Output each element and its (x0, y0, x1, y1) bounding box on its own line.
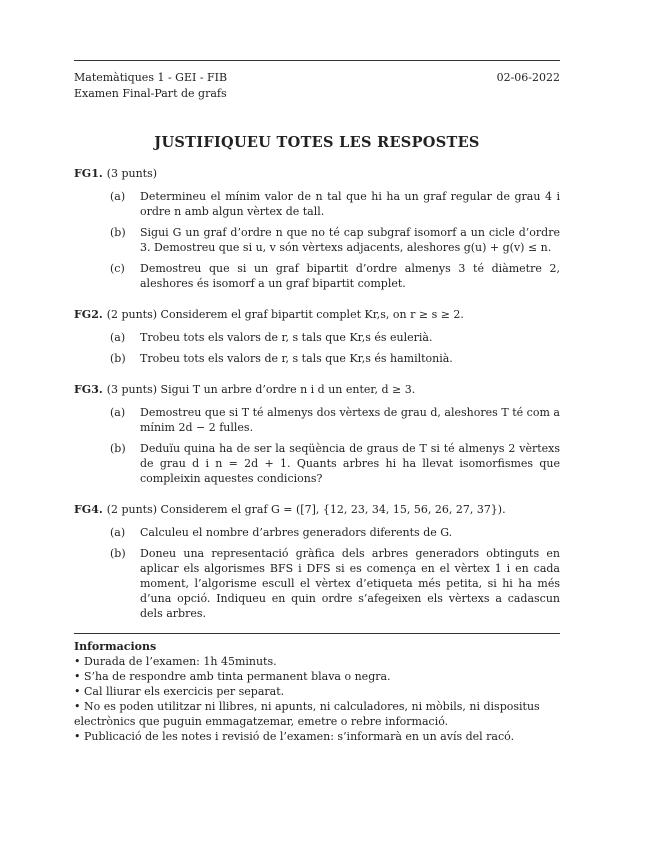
page-title: JUSTIFIQUEU TOTES LES RESPOSTES (154, 134, 480, 151)
item-text: Calculeu el nombre d’arbres generadors diferents de G. (140, 526, 453, 539)
question-intro: (3 punts) Sigui T un arbre d’ordre n i d un enter, d ≥ 3. (106, 383, 416, 396)
question-number: FG2. (74, 308, 103, 321)
info-title: Informacions (74, 640, 157, 653)
info-item: • S’ha de respondre amb tinta permanent blava o negra. (74, 670, 391, 683)
exam-name: Examen Final-Part de grafs (74, 87, 227, 100)
question-header (74, 382, 560, 397)
exam-page (74, 60, 560, 744)
question-items (74, 330, 560, 366)
question-item (74, 546, 560, 621)
question-intro: (3 punts) (106, 167, 158, 180)
item-label: (a) (110, 331, 126, 344)
question-number: FG3. (74, 383, 103, 396)
item-label: (b) (110, 226, 126, 239)
item-label: (a) (110, 190, 126, 203)
item-text: Doneu una representació gràfica dels arbres generadors obtinguts en aplicar els algorismes BFS i DFS si es comença en el vèrtex 1 i en cada moment, l’algorisme escull el vèrtex d’etiqueta més petita, si hi ha més d’una opció. Indiqueu en quin ordre s’afegeixen els vèrtexs a cadascun dels arbres. (140, 547, 560, 620)
question-fg1 (74, 166, 560, 291)
header-left (74, 70, 227, 102)
question-header (74, 166, 560, 181)
info-list (74, 654, 560, 744)
item-text: Determineu el mínim valor de n tal que hi ha un graf regular de grau 4 i ordre n amb algun vèrtex de tall. (140, 190, 560, 218)
question-fg2 (74, 307, 560, 366)
question-intro: (2 punts) Considerem el graf bipartit complet Kr,s, on r ≥ s ≥ 2. (106, 308, 464, 321)
item-label: (b) (110, 442, 126, 455)
question-item (74, 525, 560, 540)
item-text: Deduïu quina ha de ser la seqüència de graus de T si té almenys 2 vèrtexs de grau d i n = 2d + 1. Quants arbres hi ha llevat isomorfismes que compleixin aquestes condicions? (140, 442, 560, 485)
item-text: Sigui G un graf d’ordre n que no té cap subgraf isomorf a un cicle d’ordre 3. Demostreu que si u, v són vèrtexs adjacents, aleshores g(u) + g(v) ≤ n. (140, 226, 560, 254)
question-number: FG4. (74, 503, 103, 516)
question-fg4 (74, 502, 560, 621)
question-items (74, 405, 560, 486)
question-fg3 (74, 382, 560, 486)
item-label: (b) (110, 352, 126, 365)
question-item (74, 351, 560, 366)
item-label: (a) (110, 526, 126, 539)
question-item (74, 189, 560, 219)
top-rule (74, 60, 560, 61)
info-item: • Cal lliurar els exercicis per separat. (74, 685, 285, 698)
item-text: Demostreu que si un graf bipartit d’ordre almenys 3 té diàmetre 2, aleshores és isomorf a un graf bipartit complet. (140, 262, 560, 290)
question-items (74, 189, 560, 291)
item-text: Demostreu que si T té almenys dos vèrtexs de grau d, aleshores T té com a mínim 2d − 2 fulles. (140, 406, 560, 434)
exam-header (74, 70, 560, 102)
question-number: FG1. (74, 167, 103, 180)
question-intro: (2 punts) Considerem el graf G = ([7], {12, 23, 34, 15, 56, 26, 27, 37}). (106, 503, 506, 516)
exam-date: 02-06-2022 (496, 71, 560, 84)
info-item: • Durada de l’examen: 1h 45minuts. (74, 655, 277, 668)
info-rule (74, 633, 560, 634)
item-label: (c) (110, 262, 125, 275)
question-header (74, 502, 560, 517)
question-item (74, 330, 560, 345)
question-items (74, 525, 560, 621)
question-item (74, 441, 560, 486)
info-item: • No es poden utilitzar ni llibres, ni apunts, ni calculadores, ni mòbils, ni dispositus electrònics que puguin emmagatzemar, emetre o rebre informació. (74, 700, 540, 728)
question-item (74, 261, 560, 291)
item-label: (a) (110, 406, 126, 419)
info-item: • Publicació de les notes i revisió de l’examen: s’informarà en un avís del racó. (74, 730, 515, 743)
item-text: Trobeu tots els valors de r, s tals que Kr,s és hamiltonià. (140, 352, 453, 365)
question-header (74, 307, 560, 322)
item-text: Trobeu tots els valors de r, s tals que Kr,s és eulerià. (140, 331, 433, 344)
question-item (74, 225, 560, 255)
question-item (74, 405, 560, 435)
item-label: (b) (110, 547, 126, 560)
course-name: Matemàtiques 1 - GEI - FIB (74, 71, 228, 84)
